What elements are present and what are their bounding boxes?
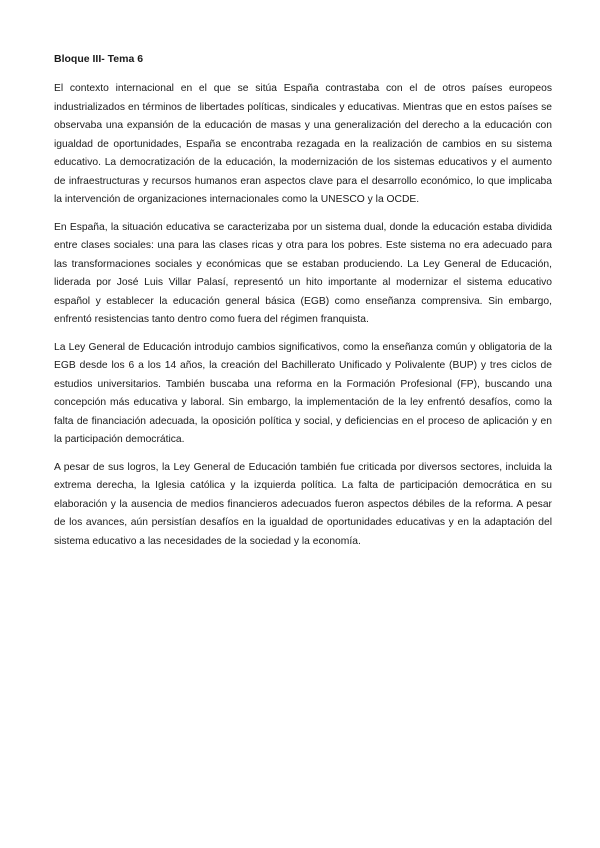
paragraph-2: En España, la situación educativa se caracterizaba por un sistema dual, donde la educación estaba dividida entre clases sociales: una para las clases ricas y otra para los pobres. Este sistema no era adecuado para las transformaciones sociales y económicas que se estaban produciendo. La Ley General de Educación, liderada por José Luis Villar Palasí, representó un hito importante al modernizar el sistema educativo español y establecer la educación general básica (EGB) como enseñanza comprensiva. Sin embargo, enfrentó resistencias tanto dentro como fuera del régimen franquista. [54,221,552,325]
paragraph-1: El contexto internacional en el que se sitúa España contrastaba con el de otros países europeos industrializados en términos de libertades políticas, sindicales y educativas. Mientras que en estos países se observaba una expansión de la educación de masas y una generalización del derecho a la educación con igualdad de oportunidades, España se encontraba rezagada en la realización de cambios en su sistema educativo. La democratización de la educación, la modernización de los sistemas educativos y el aumento de infraestructuras y recursos humanos eran aspectos clave para el desarrollo económico, lo que implicaba la intervención de organizaciones internacionales como la UNESCO y la OCDE. [54,83,552,205]
paragraph-4: A pesar de sus logros, la Ley General de Educación también fue criticada por diversos sectores, incluida la extrema derecha, la Iglesia católica y la izquierda política. La falta de participación democrática en su elaboración y la ausencia de medios financieros adecuados fueron aspectos débiles de la reforma. A pesar de los avances, aún persistían desafíos en la igualdad de oportunidades educativas y en la adaptación del sistema educativo a las necesidades de la sociedad y la economía. [54,461,552,547]
document-heading: Bloque III- Tema 6 [54,53,144,65]
paragraph-3: La Ley General de Educación introdujo cambios significativos, como la enseñanza común y obligatoria de la EGB desde los 6 a los 14 años, la creación del Bachillerato Unificado y Polivalente (BUP) y tres ciclos de estudios universitarios. También buscaba una reforma en la Formación Profesional (FP), buscando una concepción más educativa y laboral. Sin embargo, la implementación de la ley enfrentó desafíos, como la falta de financiación adecuada, la oposición política y social, y deficiencias en el proceso de aplicación y en la participación democrática. [54,341,552,445]
document-body [54,52,552,560]
